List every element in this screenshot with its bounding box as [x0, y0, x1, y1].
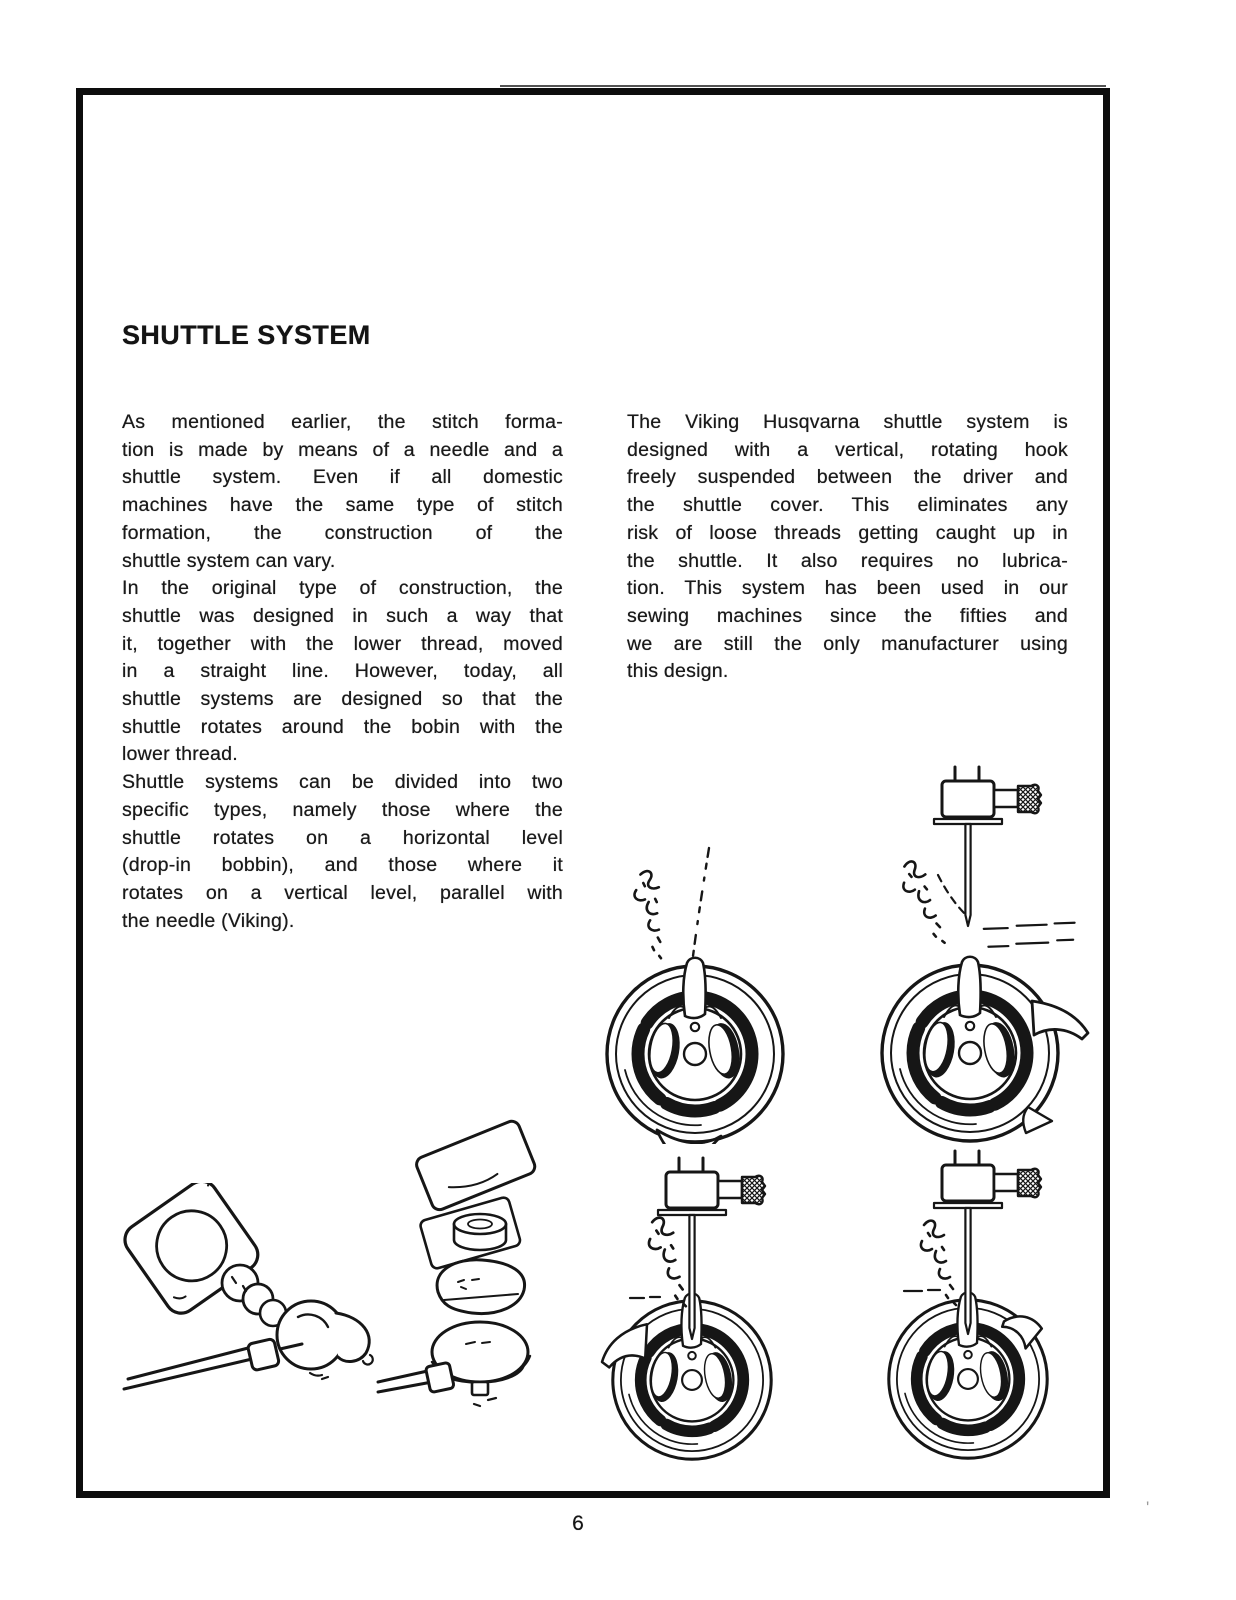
page-number: 6 [572, 1512, 584, 1535]
text-line: shuttle was designed in such a way that [122, 604, 563, 627]
text-line: the shuttle cover. This eliminates any [627, 494, 1068, 517]
text-line: rotates on a vertical level, parallel with [122, 881, 563, 904]
text-line: in a straight line. However, today, all [122, 660, 563, 683]
scan-artifact-line [500, 85, 1106, 87]
text-line: the shuttle. It also requires no lubrica- [627, 549, 1068, 572]
text-line: this design. [627, 660, 729, 683]
text-line: designed with a vertical, rotating hook [627, 438, 1068, 461]
vertical-hook-needle-down-right-figure [868, 1143, 1080, 1467]
left-text-column [122, 409, 563, 935]
text-line: In the original type of construction, the [122, 577, 563, 600]
text-line: As mentioned earlier, the stitch forma- [122, 411, 563, 433]
text-line: freely suspended between the driver and [627, 466, 1068, 489]
text-line: it, together with the lower thread, moved [122, 632, 563, 655]
text-line: specific types, namely those where the [122, 798, 563, 821]
text-line: formation, the construction of the [122, 521, 563, 544]
text-line: we are still the only manufacturer using [627, 632, 1068, 655]
text-line: tion. This system has been used in our [627, 577, 1068, 600]
text-line: shuttle systems are designed so that the [122, 688, 563, 711]
text-line: shuttle rotates on a horizontal level [122, 826, 563, 849]
page-title: SHUTTLE SYSTEM [122, 320, 371, 350]
shuttle-driver-figure [112, 1183, 397, 1398]
text-line: machines have the same type of stitch [122, 494, 563, 517]
text-line: the needle (Viking). [122, 909, 295, 932]
text-line: (drop-in bobbin), and those where it [122, 854, 563, 877]
text-line: shuttle system. Even if all domestic [122, 466, 563, 489]
text-line: shuttle system can vary. [122, 549, 336, 572]
text-line: Shuttle systems can be divided into two [122, 771, 563, 794]
vertical-hook-needle-down-left-figure [600, 1148, 800, 1462]
scan-artifact-mark: ' [1146, 1498, 1150, 1517]
right-text-column [627, 409, 1068, 686]
drop-in-bobbin-exploded-figure [370, 1116, 578, 1411]
text-line: The Viking Husqvarna shuttle system is [627, 411, 1068, 433]
vertical-hook-thread-figure [585, 840, 805, 1144]
text-line: tion is made by means of a needle and a [122, 438, 563, 461]
text-line: shuttle rotates around the bobin with the [122, 715, 563, 738]
vertical-hook-needle-high-figure [878, 755, 1110, 1143]
text-line: lower thread. [122, 743, 238, 766]
text-line: risk of loose threads getting caught up in [627, 521, 1068, 544]
text-line: sewing machines since the fifties and [627, 604, 1068, 627]
